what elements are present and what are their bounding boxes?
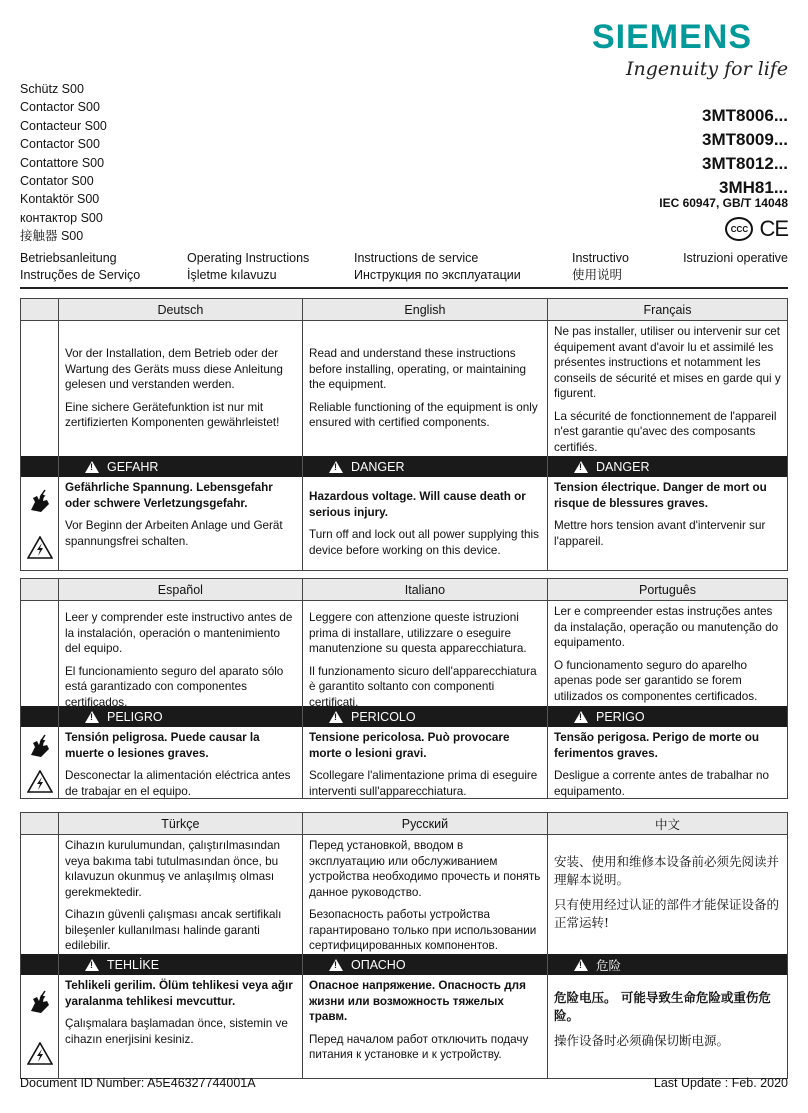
- info-spacer: [21, 601, 58, 706]
- danger-cell: Tension électrique. Danger de mort ou risque de blessures graves. Mettre hors tension avant d'intervenir sur l'appareil.: [547, 477, 787, 570]
- warning-spacer: [21, 954, 58, 975]
- language-header-row: [21, 813, 787, 835]
- language-heading: Español: [58, 579, 302, 600]
- warning-label: ! PELIGRO: [58, 706, 302, 727]
- info-cell: Vor der Installation, dem Betrieb oder der Wartung des Geräts muss diese Anleitung gelesen und verstanden werden. Eine sichere Gerätefunktion ist nur mit zertifizierten Komponenten gewährleistet!: [58, 321, 302, 456]
- hazard-icons: [21, 975, 58, 1078]
- danger-cell: Hazardous voltage. Will cause death or serious injury. Turn off and lock out all power supplying this device before working on this device.: [302, 477, 547, 570]
- info-cell: Cihazın kurulumundan, çalıştırılmasından veya bakıma tabi tutulmasından önce, bu kılavuzun okunmuş ve anlaşılmış olması gerekmektedir. Cihazın güvenli çalışması ancak sertifikalı bileşenler kullanılması halinde garanti edilebilir.: [58, 835, 302, 954]
- standards-text: IEC 60947, GB/T 14048: [659, 196, 788, 210]
- info-cell: Перед установкой, вводом в эксплуатацию или обслуживанием устройства необходимо прочесть и понять данное руководство. Безопасность работы устройства гарантировано только при использовании сертифицированных компонентов.: [302, 835, 547, 954]
- product-title: Contator S00: [20, 174, 94, 189]
- language-block-3: [20, 812, 788, 1079]
- language-heading: Deutsch: [58, 299, 302, 320]
- electric-shock-hand-icon: [27, 989, 53, 1015]
- header-spacer: [21, 813, 58, 834]
- document-id: Document ID Number: A5E46327744001A: [20, 1076, 256, 1090]
- warning-triangle-icon: [574, 461, 588, 473]
- language-header-row: [21, 579, 787, 601]
- danger-row: [21, 477, 787, 570]
- info-spacer: [21, 835, 58, 954]
- info-cell: 安装、使用和维修本设备前必须先阅读并理解本说明。 只有使用经过认证的部件才能保证设备的正常运转!: [547, 835, 787, 954]
- info-cell: Leggere con attenzione queste istruzioni prima di installare, utilizzare o eseguire manutenzione su questa apparecchiatura. Il funzionamento sicuro dell'apparecchiatura è garantito soltanto con componenti certificati.: [302, 601, 547, 706]
- warning-label: ! PERIGO: [547, 706, 787, 727]
- language-heading: 中文: [547, 813, 787, 834]
- language-block-1: [20, 298, 788, 571]
- danger-cell: Tensione pericolosa. Può provocare morte o lesioni gravi. Scollegare l'alimentazione prima di eseguire interventi sull'apparecchiatura.: [302, 727, 547, 798]
- product-title: Contattore S00: [20, 155, 105, 170]
- warning-triangle-icon: [329, 959, 343, 971]
- language-heading: Русский: [302, 813, 547, 834]
- model-numbers: [702, 104, 788, 200]
- hazard-icons: [21, 477, 58, 570]
- electric-shock-hand-icon: [27, 488, 53, 514]
- high-voltage-triangle-icon: [27, 1042, 53, 1065]
- language-heading: Français: [547, 299, 787, 320]
- warning-triangle-icon: [85, 711, 99, 723]
- danger-cell: 危险电压。 可能导致生命危险或重伤危险。 操作设备时必须确保切断电源。: [547, 975, 787, 1078]
- warning-spacer: [21, 456, 58, 477]
- instruction-title: Instruções de Serviço: [20, 268, 141, 282]
- warning-label: ! 危险: [547, 954, 787, 975]
- info-cell: Ne pas installer, utiliser ou intervenir sur cet équipement avant d'avoir lu et assimilé les présentes instructions et notamment les conseils de sécurité et mises en garde qui y figurent. La sécurité de fonctionnement de l'appareil n'est garantie qu'avec des composants certifiés.: [547, 321, 787, 456]
- warning-triangle-icon: [85, 959, 99, 971]
- language-heading: English: [302, 299, 547, 320]
- danger-cell: Tehlikeli gerilim. Ölüm tehlikesi veya ağır yaralanma tehlikesi mevcuttur. Çalışmalara başlamadan önce, sistemin ve cihazın enerjisini kesiniz.: [58, 975, 302, 1078]
- info-spacer: [21, 321, 58, 456]
- product-title: Contactor S00: [20, 137, 100, 152]
- product-title: Contacteur S00: [20, 118, 107, 133]
- header-spacer: [21, 299, 58, 320]
- product-title: Contactor S00: [20, 100, 100, 115]
- warning-triangle-icon: [329, 711, 343, 723]
- high-voltage-triangle-icon: [27, 536, 53, 559]
- model-number: 3MT8009...: [702, 130, 788, 149]
- warning-bar: [21, 456, 787, 477]
- language-block-2: [20, 578, 788, 799]
- siemens-logo: SIEMENS: [592, 18, 753, 56]
- high-voltage-triangle-icon: [27, 770, 53, 793]
- language-heading: Português: [547, 579, 787, 600]
- warning-triangle-icon: [574, 711, 588, 723]
- language-header-row: [21, 299, 787, 321]
- info-cell: Ler e compreender estas instruções antes da instalação, operação ou manutenção do equipamento. O funcionamento seguro do aparelho apenas pode ser garantido se forem utilizados os componentes certificados.: [547, 601, 787, 706]
- product-title: Schütz S00: [20, 82, 84, 96]
- warning-triangle-icon: [85, 461, 99, 473]
- instruction-title: Operating Instructions: [187, 251, 310, 265]
- warning-label: ! TEHLİKE: [58, 954, 302, 975]
- product-titles: [20, 80, 107, 246]
- info-cell: Leer y comprender este instructivo antes de la instalación, operación o mantenimiento del equipo. El funcionamiento seguro del aparato sólo está garantizado con componentes certificados.: [58, 601, 302, 706]
- danger-cell: Gefährliche Spannung. Lebensgefahr oder schwere Verletzungsgefahr. Vor Beginn der Arbeiten Anlage und Gerät spannungsfrei schalten.: [58, 477, 302, 570]
- product-title: Kontaktör S00: [20, 192, 100, 207]
- warning-label: ! DANGER: [302, 456, 547, 477]
- ce-mark-icon: CE: [759, 216, 788, 241]
- danger-cell: Tensión peligrosa. Puede causar la muerte o lesiones graves. Desconectar la alimentación eléctrica antes de trabajar en el equipo.: [58, 727, 302, 798]
- instruction-title: Istruzioni operative: [683, 251, 788, 265]
- instruction-title: Instructions de service: [354, 251, 479, 265]
- warning-bar: [21, 954, 787, 975]
- instruction-title: İşletme kılavuzu: [187, 268, 277, 282]
- warning-label: ! PERICOLO: [302, 706, 547, 727]
- instruction-title: Betriebsanleitung: [20, 251, 117, 265]
- warning-spacer: [21, 706, 58, 727]
- product-title: контактор S00: [20, 210, 103, 225]
- warning-bar: [21, 706, 787, 727]
- instruction-title: 使用说明: [572, 268, 623, 282]
- certification-marks: [725, 216, 788, 242]
- product-title: 接触器 S00: [20, 229, 84, 244]
- danger-cell: Tensão perigosa. Perigo de morte ou ferimentos graves. Desligue a corrente antes de trabalhar no equipamento.: [547, 727, 787, 798]
- info-row: [21, 601, 787, 709]
- model-number: 3MH81...: [719, 178, 788, 197]
- info-row: [21, 835, 787, 954]
- warning-triangle-icon: [574, 959, 588, 971]
- warning-triangle-icon: [329, 461, 343, 473]
- header-divider: [20, 287, 788, 289]
- electric-shock-hand-icon: [27, 733, 53, 759]
- language-heading: Türkçe: [58, 813, 302, 834]
- warning-label: ! DANGER: [547, 456, 787, 477]
- danger-row: [21, 975, 787, 1078]
- info-cell: Read and understand these instructions before installing, operating, or maintaining the equipment. Reliable functioning of the equipment is only ensured with certified components.: [302, 321, 547, 456]
- instruction-title: Instructivo: [572, 251, 629, 265]
- header-spacer: [21, 579, 58, 600]
- info-row: [21, 321, 787, 456]
- ccc-mark-icon: CCC: [725, 217, 753, 241]
- model-number: 3MT8006...: [702, 106, 788, 125]
- danger-cell: Опасное напряжение. Опасность для жизни или возможность тяжелых травм. Перед началом работ отключить подачу питания к установке и к устройству.: [302, 975, 547, 1078]
- model-number: 3MT8012...: [702, 154, 788, 173]
- language-heading: Italiano: [302, 579, 547, 600]
- warning-label: ! GEFAHR: [58, 456, 302, 477]
- last-update: Last Update : Feb. 2020: [653, 1076, 788, 1090]
- brand-tagline: Ingenuity for life: [626, 58, 789, 80]
- hazard-icons: [21, 727, 58, 798]
- instruction-title: Инструкция по эксплуатации: [354, 268, 521, 282]
- warning-label: ! ОПАСНО: [302, 954, 547, 975]
- danger-row: [21, 727, 787, 798]
